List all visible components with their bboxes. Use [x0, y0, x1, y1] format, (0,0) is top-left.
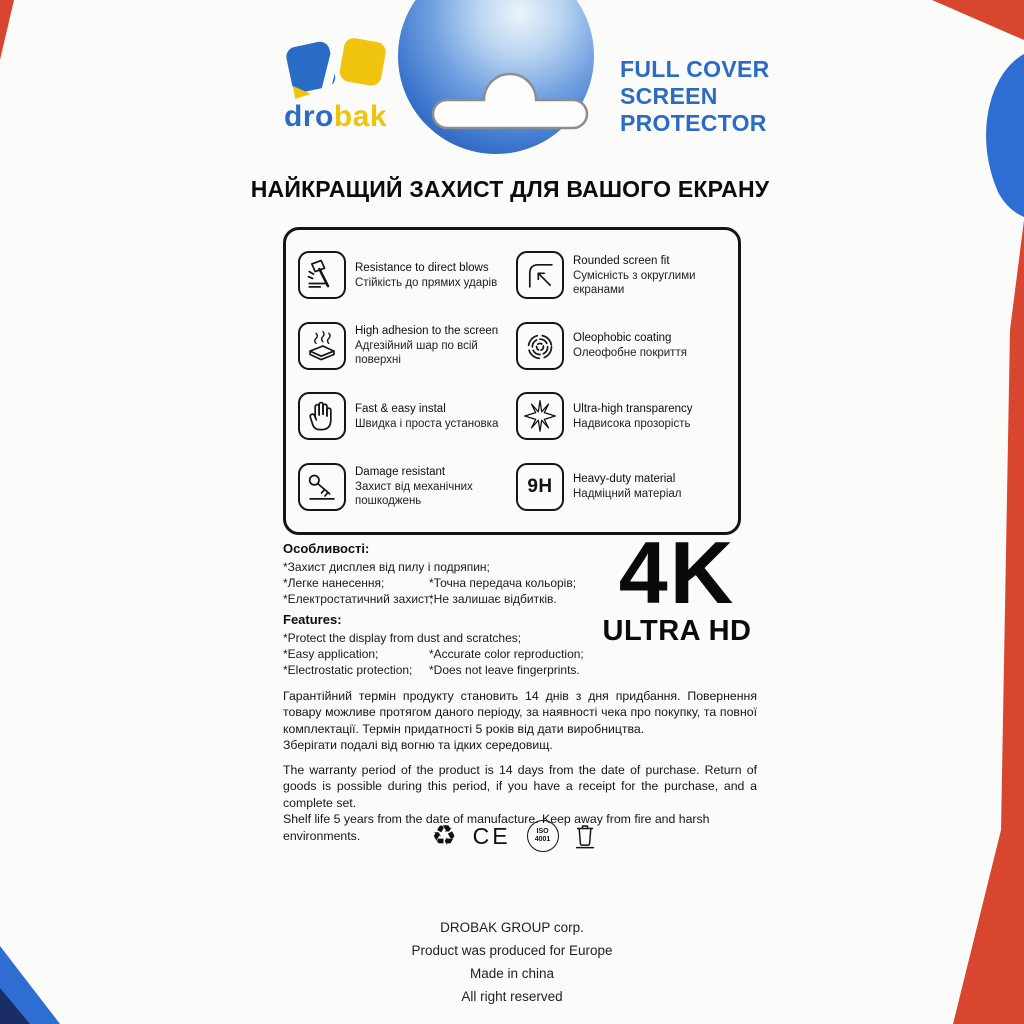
hardness-9h-icon: [516, 463, 564, 511]
list-item: *Electrostatic protection;: [283, 663, 413, 677]
feature-en: Damage resistant: [355, 466, 446, 479]
footer-made-in: Made in china: [469, 966, 555, 981]
feature-text: [573, 254, 725, 297]
euro-slot-shape: [433, 74, 587, 128]
warranty-text-ua: [283, 688, 757, 754]
feature-rounded-fit: [516, 240, 726, 311]
features-list-ua-title: Особливості:: [283, 541, 370, 556]
drobak-logo-mark: [281, 36, 396, 100]
edge-red-right-stripe: [953, 220, 1024, 1024]
certification-marks: [283, 818, 743, 854]
footer-produced-for: Product was produced for Europe: [411, 943, 613, 958]
feature-en: Fast & easy instal: [355, 402, 446, 415]
feature-uk: Швидка і проста установка: [355, 417, 499, 430]
hardness-9h-label: 9H: [527, 475, 553, 497]
warranty-en-p1: The warranty period of the product is 14 days from the date of purchase. Return of goods is possible during this period, if you have a receipt for the purchase, and a complete set.: [283, 763, 757, 810]
feature-adhesion: [298, 311, 508, 382]
product-type-line3: PROTECTOR: [620, 110, 767, 136]
feature-heavy-duty: [516, 452, 726, 523]
badge-4k-ultra-hd: [588, 523, 766, 648]
hang-hole-cutout: [420, 62, 606, 134]
feature-text: [573, 472, 682, 501]
footer-company: DROBAK GROUP corp.: [440, 920, 584, 935]
brand-wordmark: [284, 100, 387, 134]
feature-easy-install: [298, 381, 508, 452]
warranty-ua-p2: Зберігати подалі від вогню та ідких середовищ.: [283, 738, 553, 753]
brand-wordmark-yellow: bak: [333, 100, 388, 133]
list-item: *Protect the display from dust and scratches;: [283, 631, 522, 645]
edge-red-top-right: [932, 0, 1024, 40]
iso-seal-line1: ISO: [536, 828, 549, 835]
badge-ultra-hd-text: ULTRA HD: [602, 615, 752, 647]
warranty-ua-p1: Гарантійний термін продукту становить 14 днів з дня придбання. Повернення товару можливе протягом даного періоду, за наявності чека про покупку, та повної комплектації. Термін придатності 5 років від дати виробництва.: [283, 689, 757, 736]
logo-yellow-shape: [338, 37, 387, 88]
product-type-line2: SCREEN: [620, 83, 718, 109]
weee-bin-icon: [575, 822, 595, 850]
badge-4k-text: 4K: [618, 523, 736, 622]
iso-seal: [527, 820, 559, 852]
recycle-icon: ♻: [431, 820, 457, 851]
adhesion-layers-icon: [298, 322, 346, 370]
headline: НАЙКРАЩИЙ ЗАХИСТ ДЛЯ ВАШОГО ЕКРАНУ: [250, 176, 770, 202]
feature-en: Resistance to direct blows: [355, 261, 489, 274]
feature-uk: Надвисока прозорість: [573, 417, 691, 430]
feature-text: [573, 402, 693, 431]
key-icon: [298, 463, 346, 511]
features-list-en-title: Features:: [283, 612, 342, 627]
feature-en: Ultra-high transparency: [573, 402, 693, 415]
feature-transparency: [516, 381, 726, 452]
feature-oleophobic: [516, 311, 726, 382]
features-list-en-items: [283, 630, 613, 678]
feature-uk: Стійкість до прямих ударів: [355, 276, 498, 289]
fingerprint-icon: [516, 322, 564, 370]
list-item: *Easy application;: [283, 647, 379, 661]
feature-text: [573, 331, 687, 360]
feature-en: Heavy-duty material: [573, 473, 676, 486]
list-item: *Точна передача кольорів;: [429, 576, 577, 590]
hand-icon: [298, 392, 346, 440]
ce-mark: CE: [472, 822, 511, 849]
features-list-en: [283, 612, 613, 678]
list-item: *Легке нанесення;: [283, 576, 385, 590]
edge-red-top-left: [0, 0, 14, 60]
feature-uk: Захист від механічних пошкоджень: [355, 481, 473, 508]
edge-blue-right-curve: [986, 54, 1024, 217]
hammer-icon: [298, 251, 346, 299]
sparkle-icon: [516, 392, 564, 440]
feature-damage-resistant: [298, 452, 508, 523]
feature-text: [355, 402, 498, 431]
list-item: *Електростатичний захист;: [283, 592, 433, 606]
rounded-corner-icon: [516, 251, 564, 299]
product-type-title: [620, 56, 770, 137]
list-item: *Does not leave fingerprints.: [429, 663, 580, 677]
list-item: *Захист дисплея від пилу і подряпин;: [283, 560, 490, 574]
feature-uk: Адгезійний шар по всій поверхні: [355, 340, 478, 367]
warranty-en-p2: Shelf life 5 years from the date of manufacture. Keep away from fire and harsh environments.: [283, 812, 710, 843]
feature-text: [355, 324, 507, 367]
feature-en: Oleophobic coating: [573, 332, 672, 345]
list-item: *Не залишає відбитків.: [429, 592, 557, 606]
feature-resistance: [298, 240, 508, 311]
feature-text: [355, 465, 507, 508]
iso-seal-line2: 4001: [534, 836, 551, 843]
brand-wordmark-blue: dro: [284, 100, 334, 133]
feature-en: Rounded screen fit: [573, 254, 670, 267]
footer-text: [262, 916, 762, 1008]
product-type-line1: FULL COVER: [620, 56, 770, 82]
features-box: [283, 227, 741, 535]
features-list-ua: [283, 541, 613, 607]
feature-en: High adhesion to the screen: [355, 325, 499, 338]
features-list-ua-items: [283, 559, 613, 607]
footer-rights: All right reserved: [461, 989, 563, 1004]
feature-uk: Надміцний матеріал: [573, 488, 682, 501]
list-item: *Accurate color reproduction;: [429, 647, 584, 661]
feature-uk: Олеофобне покриття: [573, 347, 687, 360]
feature-uk: Сумісність з округлими екранами: [573, 269, 696, 296]
feature-text: [355, 261, 497, 290]
